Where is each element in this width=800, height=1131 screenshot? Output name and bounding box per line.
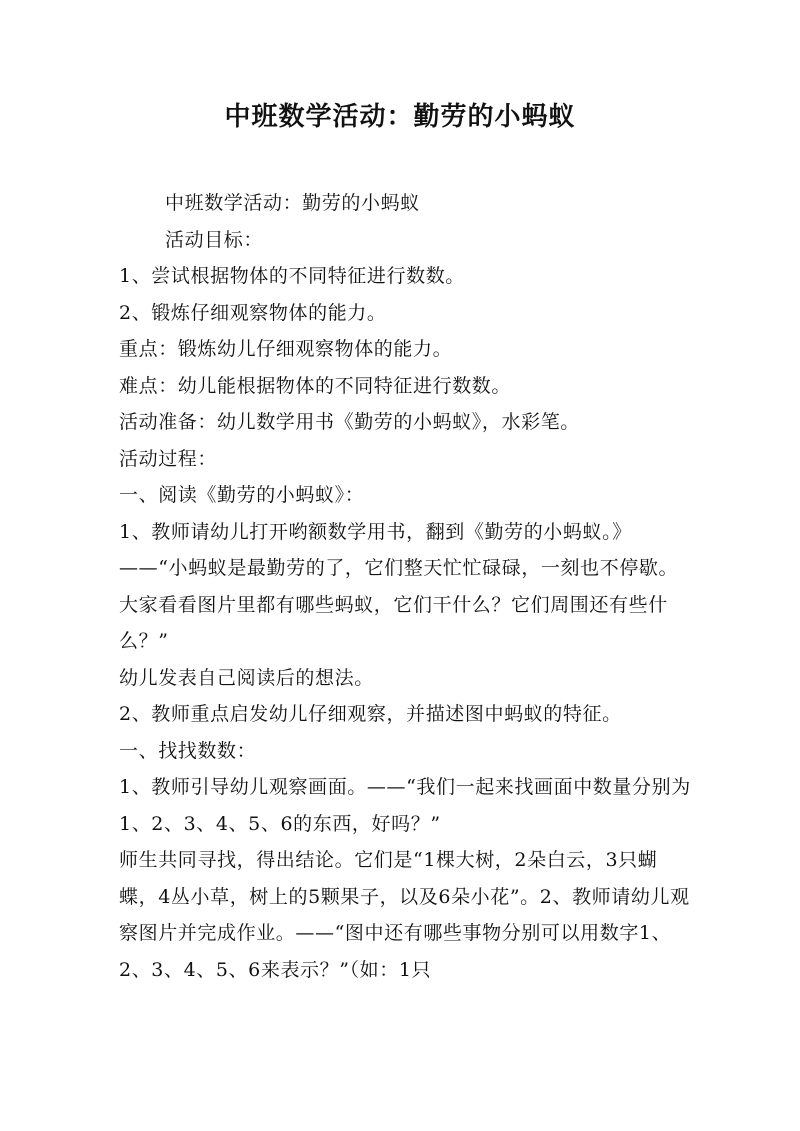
process-heading: 活动过程： xyxy=(119,447,218,470)
reading-step-1: 1、教师请幼儿打开哟额数学用书，翻到《勤劳的小蚂蚁。》——“小蚂蚁是最勤劳的了，它们整天忙忙碌碌，一刻也不停歇。大家看看图片里都有哪些蚂蚁，它们干什么？它们周围还有些什么？” xyxy=(119,520,679,652)
reading-response-paragraph: 幼儿发表自己阅读后的想法。 xyxy=(119,666,374,689)
counting-conclusion-paragraph: 师生共同寻找，得出结论。它们是“1棵大树，2朵白云，3只蝴蝶，4丛小草，树上的5颗果子，以及6朵小花”。2、教师请幼儿观察图片并完成作业。——“图中还有哪些事物分别可以用数字1、2、3、4、5、6来表示？”（如：1只 xyxy=(119,849,690,981)
document-body xyxy=(119,185,694,988)
counting-step-1: 1、教师引导幼儿观察画面。——“我们一起来找画面中数量分别为1、2、3、4、5、6的东西，好吗？” xyxy=(119,776,691,835)
difficulty-paragraph: 难点：幼儿能根据物体的不同特征进行数数。 xyxy=(119,374,512,397)
subtitle-paragraph: 中班数学活动：勤劳的小蚂蚁 xyxy=(165,192,420,214)
objective-item-1: 1、尝试根据物体的不同特征进行数数。 xyxy=(119,265,465,287)
document-title: 中班数学活动：勤劳的小蚂蚁 xyxy=(224,102,576,132)
objectives-heading: 活动目标： xyxy=(165,228,264,251)
reading-step-2: 2、教师重点启发幼儿仔细观察，并描述图中蚂蚁的特征。 xyxy=(119,703,622,725)
section-heading-reading: 一、阅读《勤劳的小蚂蚁》： xyxy=(119,484,365,506)
section-heading-counting: 一、找找数数： xyxy=(119,739,257,762)
preparation-paragraph: 活动准备：幼儿数学用书《勤劳的小蚂蚁》，水彩笔。 xyxy=(119,411,580,433)
objective-item-2: 2、锻炼仔细观察物体的能力。 xyxy=(119,301,387,324)
key-point-paragraph: 重点：锻炼幼儿仔细观察物体的能力。 xyxy=(119,338,453,360)
